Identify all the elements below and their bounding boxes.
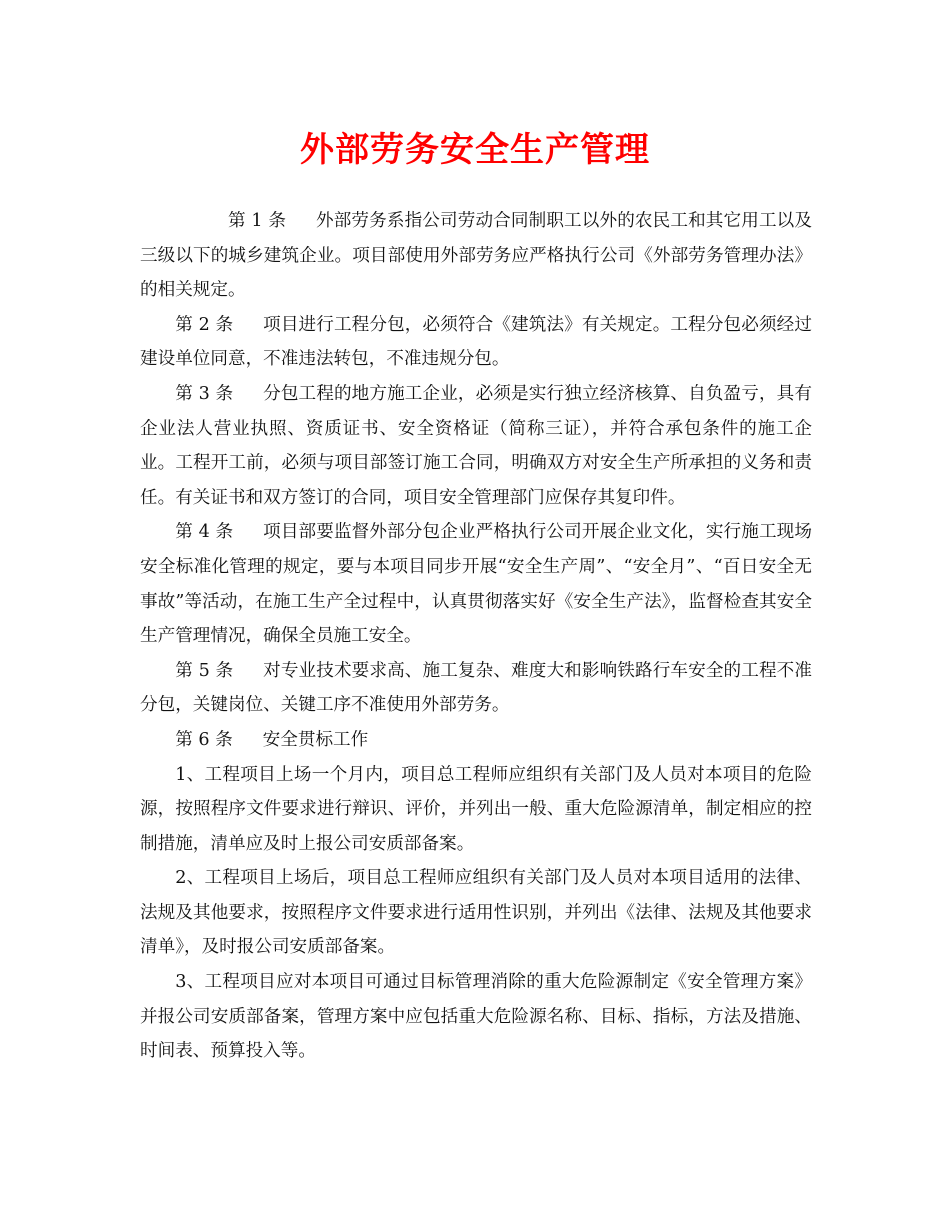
- page-title: 外部劳务安全生产管理: [300, 130, 650, 170]
- article-number: 第 6 条: [175, 729, 233, 750]
- paragraph-text: 3、工程项目应对本项目可通过目标管理消除的重大危险源制定《安全管理方案》并报公司安质部备案，管理方案中应包括重大危险源名称、目标、指标，方法及措施、时间表、预算投入等。: [140, 972, 812, 1062]
- paragraph-text: 项目进行工程分包，必须符合《建筑法》有关规定。工程分包必须经过建设单位同意，不准违法转包，不准违规分包。: [140, 314, 812, 370]
- paragraph-item-2: [140, 861, 812, 965]
- paragraph-text: 1、工程项目上场一个月内，项目总工程师应组织有关部门及人员对本项目的危险源，按照程序文件要求进行辩识、评价，并列出一般、重大危险源清单，制定相应的控制措施，清单应及时上报公司安质部备案。: [140, 764, 812, 854]
- article-number: 第 5 条: [175, 660, 234, 681]
- article-number: 第 2 条: [175, 314, 234, 335]
- paragraph-article-3: [140, 377, 812, 515]
- paragraph-article-4: [140, 515, 812, 653]
- paragraph-article-1: [140, 204, 812, 308]
- paragraph-text: 安全贯标工作: [262, 729, 369, 750]
- paragraph-article-5: [140, 654, 812, 723]
- document-body: [140, 204, 812, 1069]
- paragraph-text: 对专业技术要求高、施工复杂、难度大和影响铁路行车安全的工程不准分包，关键岗位、关键工序不准使用外部劳务。: [140, 660, 812, 716]
- paragraph-item-3: [140, 965, 812, 1069]
- paragraph-article-2: [140, 308, 812, 377]
- paragraph-text: 分包工程的地方施工企业，必须是实行独立经济核算、自负盈亏，具有企业法人营业执照、资质证书、安全资格证（简称三证），并符合承包条件的施工企业。工程开工前，必须与项目部签订施工合同，明确双方对安全生产所承担的义务和责任。有关证书和双方签订的合同，项目安全管理部门应保存其复印件。: [140, 383, 812, 508]
- paragraph-item-1: [140, 758, 812, 862]
- paragraph-article-6: [140, 723, 812, 758]
- paragraph-text: 项目部要监督外部分包企业严格执行公司开展企业文化，实行施工现场安全标准化管理的规定，要与本项目同步开展“安全生产周”、“安全月”、“百日安全无事故”等活动，在施工生产全过程中，认真贯彻落实好《安全生产法》，监督检查其安全生产管理情况，确保全员施工安全。: [140, 522, 812, 647]
- article-number: 第 1 条: [228, 211, 287, 231]
- article-number: 第 3 条: [175, 383, 234, 404]
- paragraph-text: 外部劳务系指公司劳动合同制职工以外的农民工和其它用工以及三级以下的城乡建筑企业。项目部使用外部劳务应严格执行公司《外部劳务管理办法》的相关规定。: [140, 211, 812, 301]
- article-number: 第 4 条: [175, 522, 234, 543]
- paragraph-text: 2、工程项目上场后，项目总工程师应组织有关部门及人员对本项目适用的法律、法规及其他要求，按照程序文件要求进行适用性识别，并列出《法律、法规及其他要求清单》，及时报公司安质部备案。: [140, 868, 812, 958]
